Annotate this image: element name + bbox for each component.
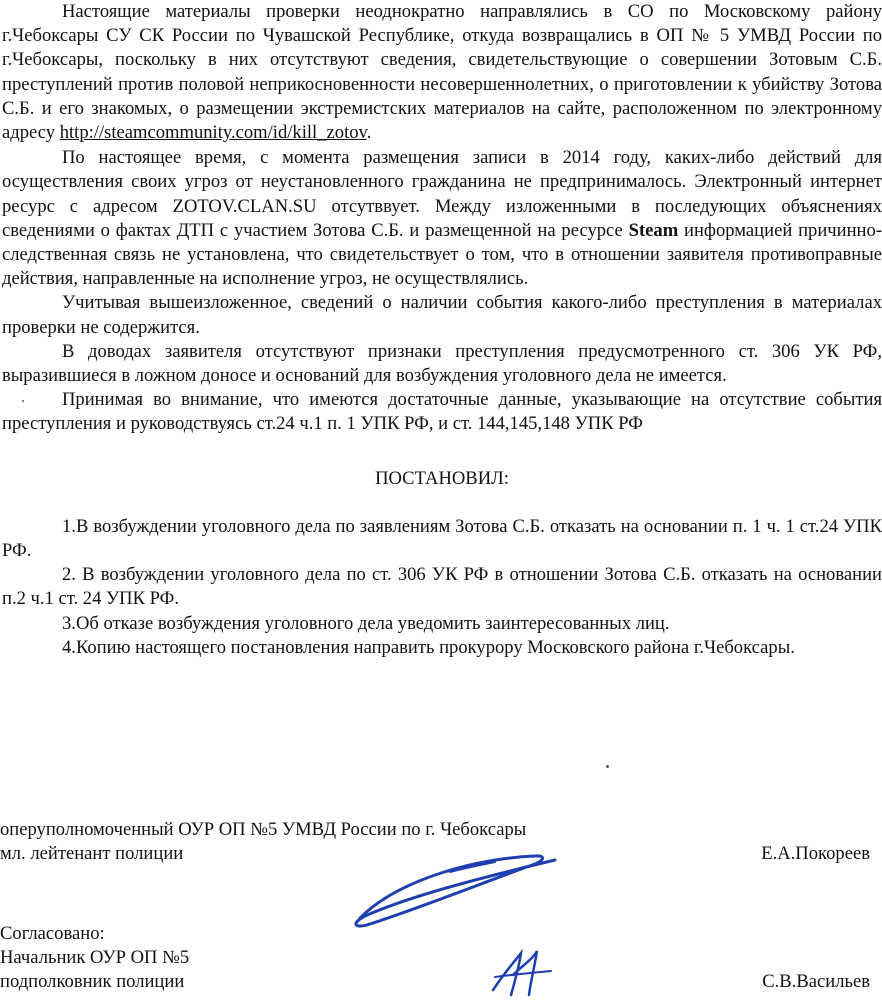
steam-profile-link[interactable]: http://steamcommunity.com/id/kill_zotov <box>59 122 367 144</box>
approval-label: Согласовано: <box>0 923 105 944</box>
signature-pokoreev-stroke-1 <box>356 856 555 926</box>
decision-item-2: 2. В возбуждении уголовного дела по ст. 306 УК РФ в отношении Зотова С.Б. отказать на основании п.2 ч.1 ст. 24 УПК РФ. <box>2 564 882 610</box>
paragraph-1-end: . <box>366 122 372 144</box>
paragraph-false-report: В доводах заявителя отсутствуют признаки преступления предусмотренного ст. 306 УК РФ, выразившиеся в ложном доносе и оснований для возбуждения уголовного дела не имеется. <box>2 340 882 387</box>
paragraph-2-text-a: По настоящее время, с момента размещения записи в 2014 году, каких-либо действий для осуществления своих угроз от неустановленного гражданина не предпринималось. Электронный интернет ресурс с адресом ZOTOV.CLAN.SU отсутввует. Между изложенными в последующих объяснениях сведениями о фактах ДТП с участием Зотова С.Б. и размещенной на ресурсе <box>2 147 882 241</box>
paragraph-no-actions <box>2 146 882 291</box>
approval-rank-line <box>0 970 880 994</box>
scan-speck <box>22 400 24 402</box>
signatory-rank: мл. лейтенант полиции <box>0 843 184 864</box>
paragraph-no-crime: Учитывая вышеизложенное, сведений о наличии события какого-либо преступления в материалах проверки не содержится. <box>2 292 882 338</box>
steam-bold-word: Steam <box>628 219 679 241</box>
signature-pokoreev-icon <box>330 838 570 938</box>
decision-list <box>2 515 882 660</box>
paragraph-1-text: Настоящие материалы проверки неоднократно направлялись в СО по Московскому району г.Чебоксары СУ СК России по Чувашской Республике, откуда возвращались в ОП № 5 УМВД России по г.Чебоксары, поскольку в них отсутствуют сведения, свидетельствующие о совершении Зотовым С.Б. преступлений против половой неприкосновенности несовершеннолетних, о приготовлении к убийству Зотова С.Б. и его знакомых, о размещении экстремистских материалов на сайте, расположенном по электронному адресу <box>2 1 882 144</box>
decision-item-1: 1.В возбуждении уголовного дела по заявлениям Зотова С.Б. отказать на основании п. 1 ч. 1 ст.24 УПК РФ. <box>2 515 882 562</box>
scan-speck <box>606 765 609 768</box>
paragraph-materials-returned <box>2 0 882 145</box>
document-page <box>2 0 882 660</box>
resolution-heading: ПОСТАНОВИЛ: <box>375 467 509 489</box>
signatory-position: оперуполномоченный ОУР ОП №5 УМВД России по г. Чебоксары <box>0 819 527 840</box>
approval-rank: подполковник полиции <box>0 971 185 992</box>
signatory-name: Е.А.Покореев <box>761 843 870 864</box>
decision-item-4: 4.Копию настоящего постановления направить прокурору Московского района г.Чебоксары. <box>62 636 795 658</box>
paragraph-grounds: Принимая во внимание, что имеются достаточные данные, указывающие на отсутствие события преступления и руководствуясь ст.24 ч.1 п. 1 УПК РФ, и ст. 144,145,148 УПК РФ <box>2 389 882 435</box>
decision-item-3: 3.Об отказе возбуждения уголовного дела уведомить заинтересованных лиц. <box>62 612 670 634</box>
paragraph-2-text-b: информацией причинно-следственная связь не установлена, что свидетельствует о том, что в отношении заявителя противоправные действия, направленные на исполнение угроз, не осуществлялись. <box>2 219 882 290</box>
signature-vasiliev-icon <box>485 945 555 1000</box>
approval-position: Начальник ОУР ОП №5 <box>0 947 190 968</box>
approval-name: С.В.Васильев <box>762 971 870 992</box>
